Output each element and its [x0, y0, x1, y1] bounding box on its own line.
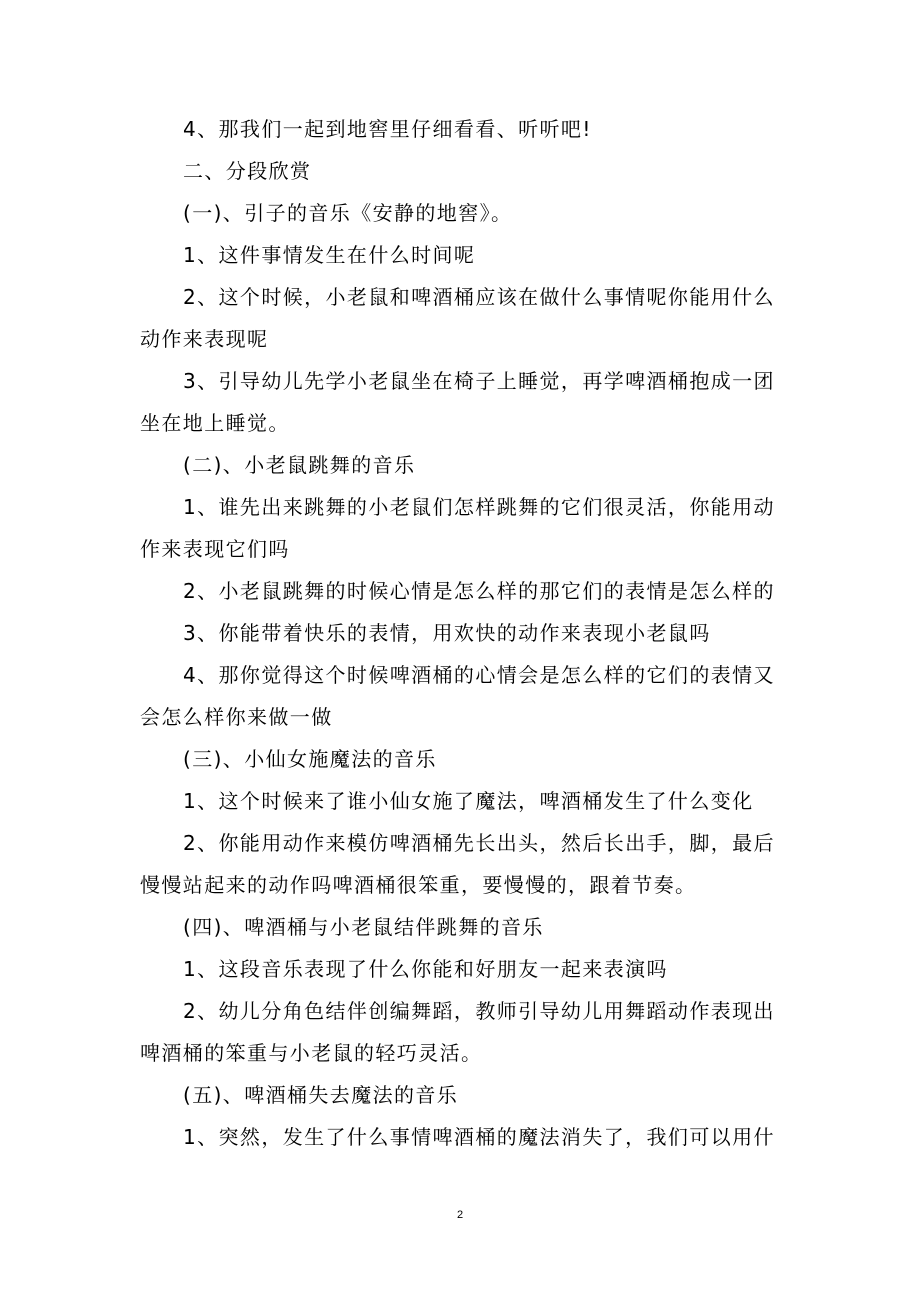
subsection-heading: (二)、小老鼠跳舞的音乐 — [183, 453, 416, 477]
paragraph: 3、引导幼儿先学小老鼠坐在椅子上睡觉，再学啤酒桶抱成一团坐在地上睡觉。 — [140, 369, 775, 435]
paragraph: 1、突然，发生了什么事情啤酒桶的魔法消失了，我们可以用什 — [183, 1125, 775, 1149]
paragraph: 2、这个时候，小老鼠和啤酒桶应该在做什么事情呢你能用什么动作来表现呢 — [140, 285, 775, 351]
paragraph: 3、你能带着快乐的表情，用欢快的动作来表现小老鼠吗 — [183, 621, 711, 645]
paragraph: 2、你能用动作来模仿啤酒桶先长出头，然后长出手，脚，最后慢慢站起来的动作吗啤酒桶很笨重，要慢慢的，跟着节奏。 — [140, 831, 775, 897]
paragraph: 1、这个时候来了谁小仙女施了魔法，啤酒桶发生了什么变化 — [183, 789, 754, 813]
paragraph: 4、那你觉得这个时候啤酒桶的心情会是怎么样的它们的表情又会怎么样你来做一做 — [140, 663, 775, 729]
paragraph: 2、幼儿分角色结伴创编舞蹈，教师引导幼儿用舞蹈动作表现出啤酒桶的笨重与小老鼠的轻巧灵活。 — [140, 999, 775, 1065]
page-body — [140, 108, 782, 1158]
subsection-heading: (三)、小仙女施魔法的音乐 — [183, 747, 437, 771]
paragraph: 1、谁先出来跳舞的小老鼠们怎样跳舞的它们很灵活，你能用动作来表现它们吗 — [140, 495, 775, 561]
paragraph: 4、那我们一起到地窖里仔细看看、听听吧! — [183, 117, 592, 141]
paragraph: 2、小老鼠跳舞的时候心情是怎么样的那它们的表情是怎么样的 — [183, 579, 775, 603]
paragraph: 1、这件事情发生在什么时间呢 — [183, 243, 476, 267]
page-number: 2 — [456, 1209, 464, 1221]
subsection-heading: (一)、引子的音乐《安静的地窖》。 — [183, 201, 513, 225]
subsection-heading: (四)、啤酒桶与小老鼠结伴跳舞的音乐 — [183, 915, 544, 939]
paragraph: 1、这段音乐表现了什么你能和好朋友一起来表演吗 — [183, 957, 668, 981]
subsection-heading: (五)、啤酒桶失去魔法的音乐 — [183, 1083, 459, 1107]
section-heading: 二、分段欣赏 — [183, 159, 312, 183]
